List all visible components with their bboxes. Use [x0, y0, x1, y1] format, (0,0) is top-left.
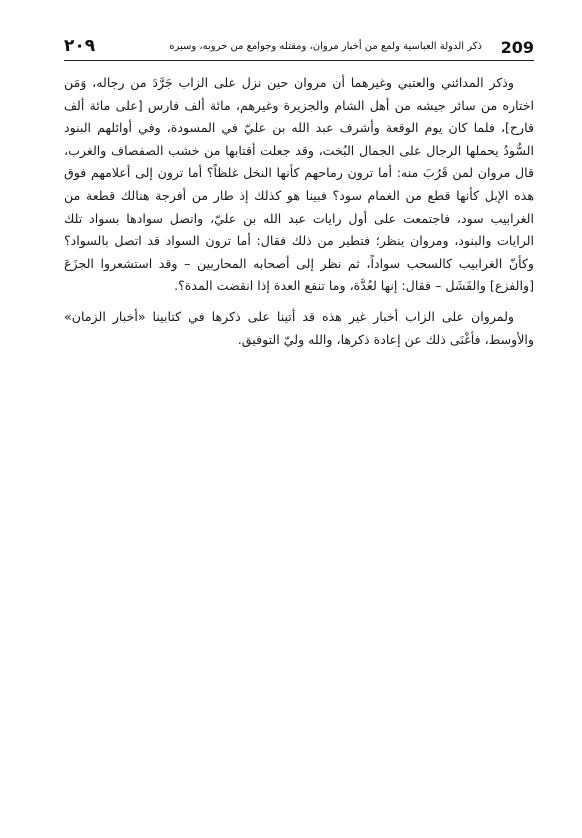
running-title: ذكر الدولة العباسية ولمع من أخبار مروان، ومقتله وجوامع من حروبه، وسيره — [169, 41, 482, 52]
paragraph: ولمروان على الزاب أخبار غير هذه قد أتينا على ذكرها في كتابينا «أخبار الزمان» والأوسط، فأغْنَى ذلك عن إعادة ذكرها، والله وليّ التوفيق. — [64, 308, 534, 347]
page-header — [64, 34, 534, 64]
paragraph: وذكر المدائني والعتبي وغيرهما أن مروان حين نزل على الزاب جَرَّدَ من رجاله، وَمَن اختاره من سائر جيشه من أهل الشام والجزيرة وغيرهم، مائة ألف فارس [على مائة ألف قارح]، فلما كان يوم الوقعة وأشرف عبد الله بن عليّ في المسودة، وفي أوائلهم البنود السُّودُ يحملها الرجال على الجمال البُخت، وقد جعلت أقتابها من خشب الصفصاف والغرب، قال مروان لمن قَرُبَ منه: أما ترون رماحهم كأنها النخل غلظاً؟ أما ترون إلى أعلامهم فوق هذه الإبل كأنها قطع من الغمام سود؟ فبينا هو كذلك إذ طار من أفرجة هنالك قطعة من الغرابيب سود، فاجتمعت على أول رايات عبد الله بن عليّ، واتصل سوادها بسواد تلك الرايات والبنود، ومروان ينظر؛ فتطير من ذلك فقال: أما ترون السواد قد اتصل بالسواد؟ وكأنّ الغرابيب كالسحب سواداً، ثم نظر إلى أصحابه المحاربين – وقد استشعروا الجزَعَ [والفزع] والفَشَل – فقال: إنها لعُدَّة، وما تنفع العدة إذا انقضت المدة؟. — [64, 75, 534, 294]
main-text — [64, 72, 534, 351]
header-divider — [64, 60, 534, 61]
page-number-latin: 209 — [500, 38, 534, 57]
page-number-arabic: ٢٠٩ — [64, 36, 96, 56]
